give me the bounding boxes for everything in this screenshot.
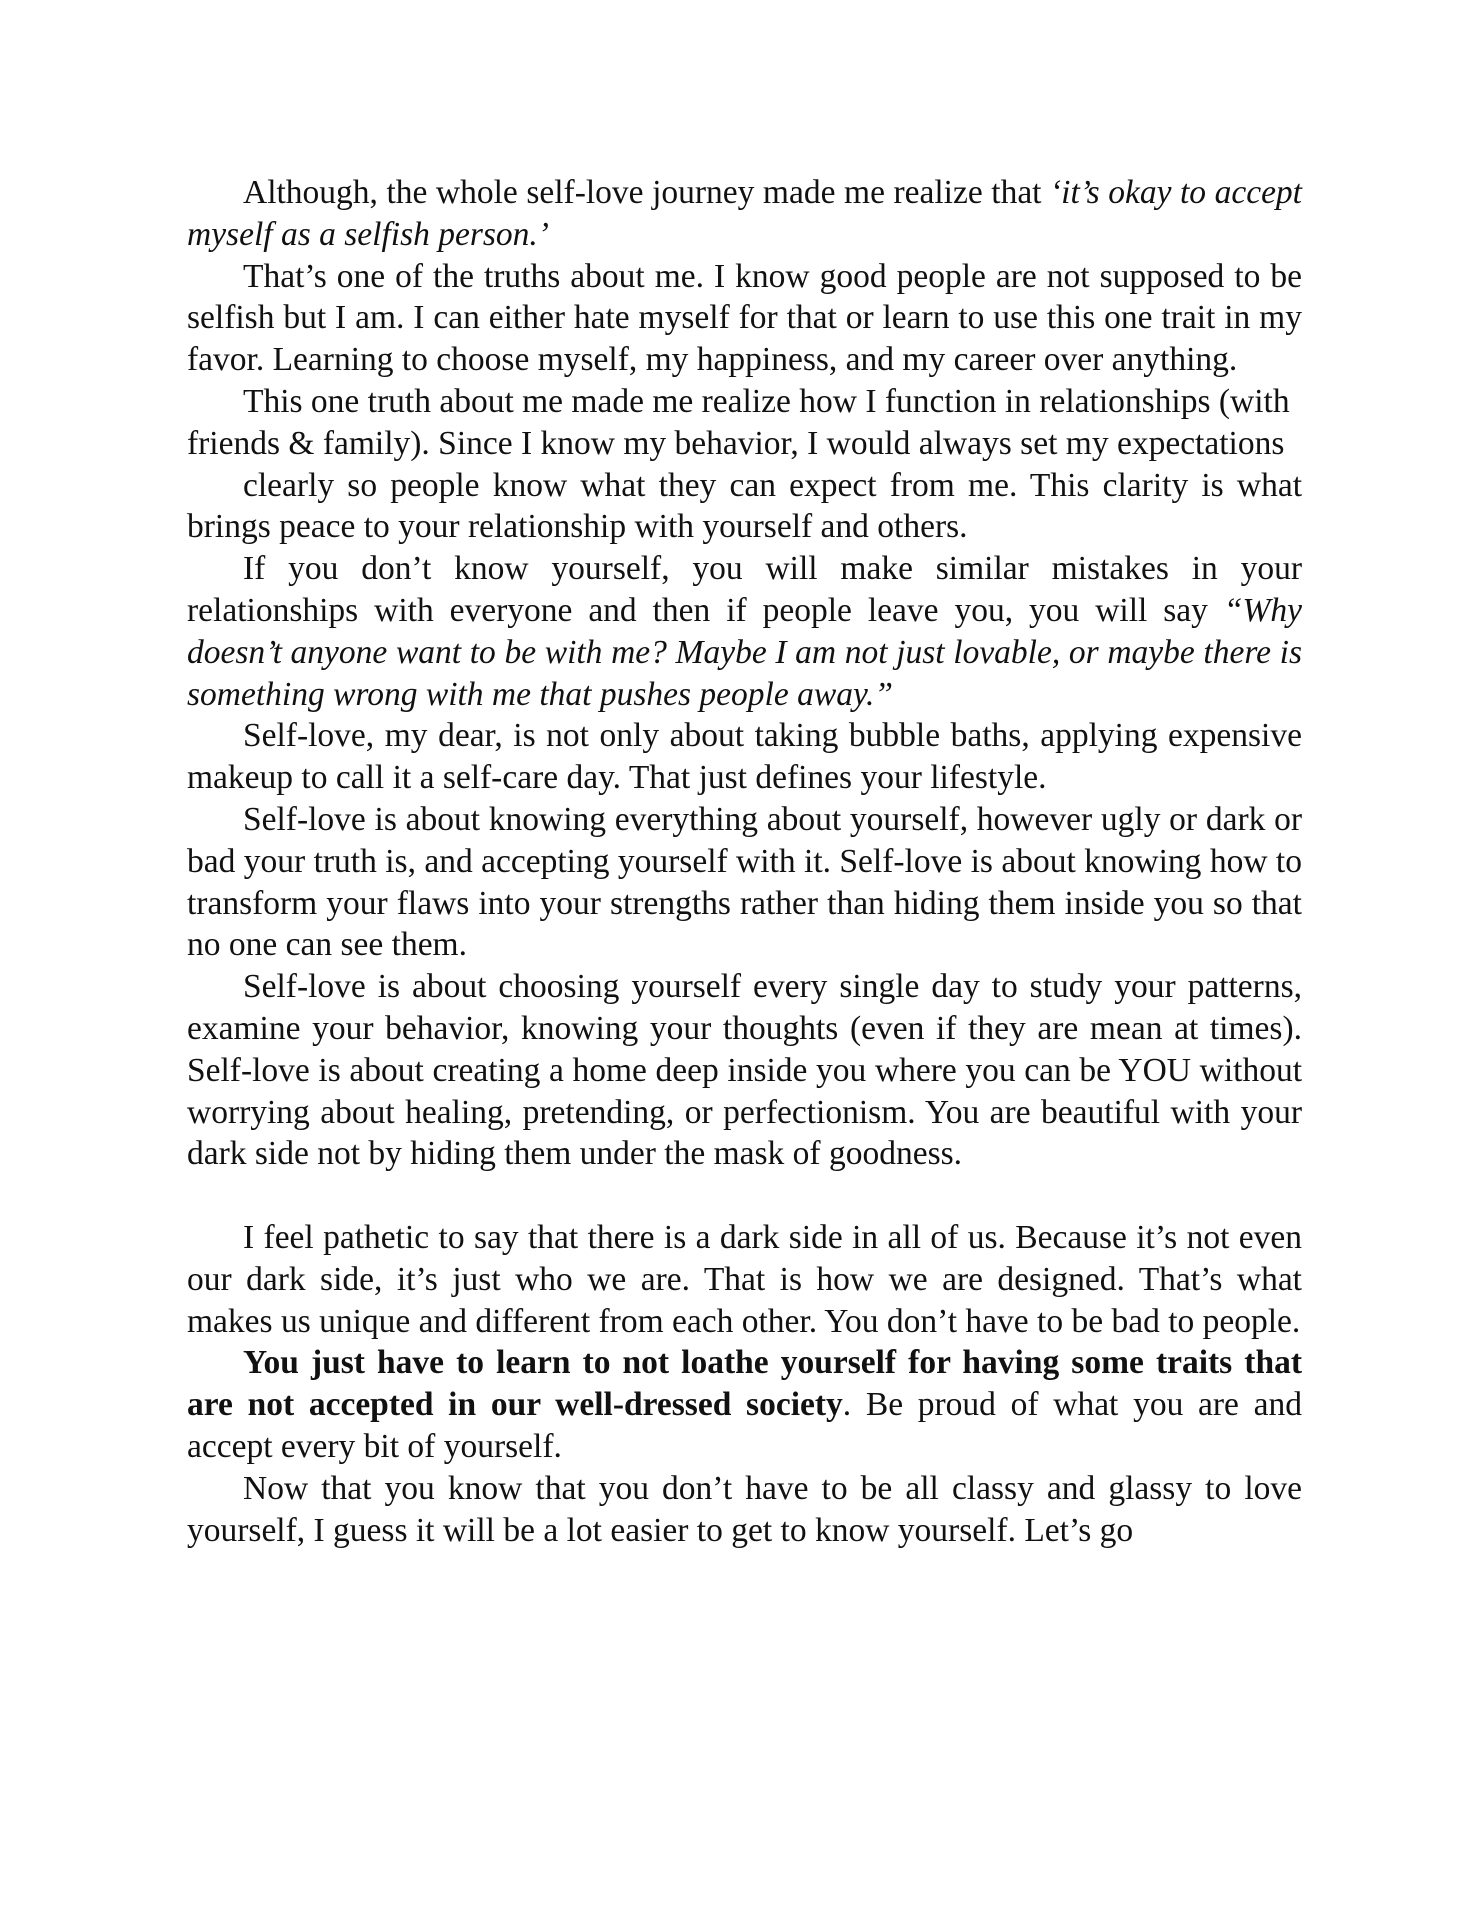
- paragraph-4: clearly so people know what they can expect from me. This clarity is what brings peace to your relationship with yourself and others.: [187, 466, 1302, 546]
- paragraph-1: [187, 172, 1302, 256]
- document-page: [187, 172, 1302, 1551]
- paragraph-spacer: [187, 1175, 1302, 1217]
- paragraph-10: [187, 1342, 1302, 1467]
- paragraph-5: [187, 548, 1302, 715]
- paragraph-2: That’s one of the truths about me. I know good people are not supposed to be selfish but I am. I can either hate myself for that or learn to use this one trait in my favor. Learning to choose myself, my happiness, and my career over anything.: [187, 257, 1302, 379]
- paragraph-1-text: Although, the whole self-love journey made me realize that: [243, 174, 1051, 211]
- paragraph-11: Now that you know that you don’t have to be all classy and glassy to love yourself, I guess it will be a lot easier to get to know yourself. Let’s go: [187, 1469, 1302, 1549]
- paragraph-6: Self-love, my dear, is not only about taking bubble baths, applying expensive makeup to call it a self-care day. That just defines your lifestyle.: [187, 717, 1302, 797]
- paragraph-7: Self-love is about knowing everything about yourself, however ugly or dark or bad your truth is, and accepting yourself with it. Self-love is about knowing how to transform your flaws into your strengths rather than hiding them inside you so that no one can see them.: [187, 800, 1302, 964]
- paragraph-1-italic-quote: ‘it’s okay to accept myself as a selfish person.’: [187, 174, 1302, 253]
- paragraph-9: I feel pathetic to say that there is a dark side in all of us. Because it’s not even our dark side, it’s just who we are. That is how we are designed. That’s what makes us unique and different from each other. You don’t have to be bad to people.: [187, 1218, 1302, 1340]
- paragraph-5-text: If you don’t know yourself, you will make similar mistakes in your relationships with everyone and then if people leave you, you will say: [187, 550, 1302, 629]
- paragraph-10-bold-text: You just have to learn to not loathe yourself for having some traits that are not accepted in our well-dressed society: [187, 1344, 1302, 1424]
- paragraph-10-text: . Be proud of what you are and accept every bit of yourself.: [187, 1386, 1302, 1465]
- paragraph-3: This one truth about me made me realize how I function in relationships (with friends & family). Since I know my behavior, I would always set my expectations: [187, 382, 1290, 462]
- paragraph-8: Self-love is about choosing yourself every single day to study your patterns, examine your behavior, knowing your thoughts (even if they are mean at times). Self-love is about creating a home deep inside you where you can be YOU without worrying about healing, pretending, or perfectionism. You are beautiful with your dark side not by hiding them under the mask of goodness.: [187, 968, 1302, 1173]
- paragraph-5-italic-quote: “Why doesn’t anyone want to be with me? Maybe I am not just lovable, or maybe there is something wrong with me that pushes people away.”: [187, 591, 1302, 713]
